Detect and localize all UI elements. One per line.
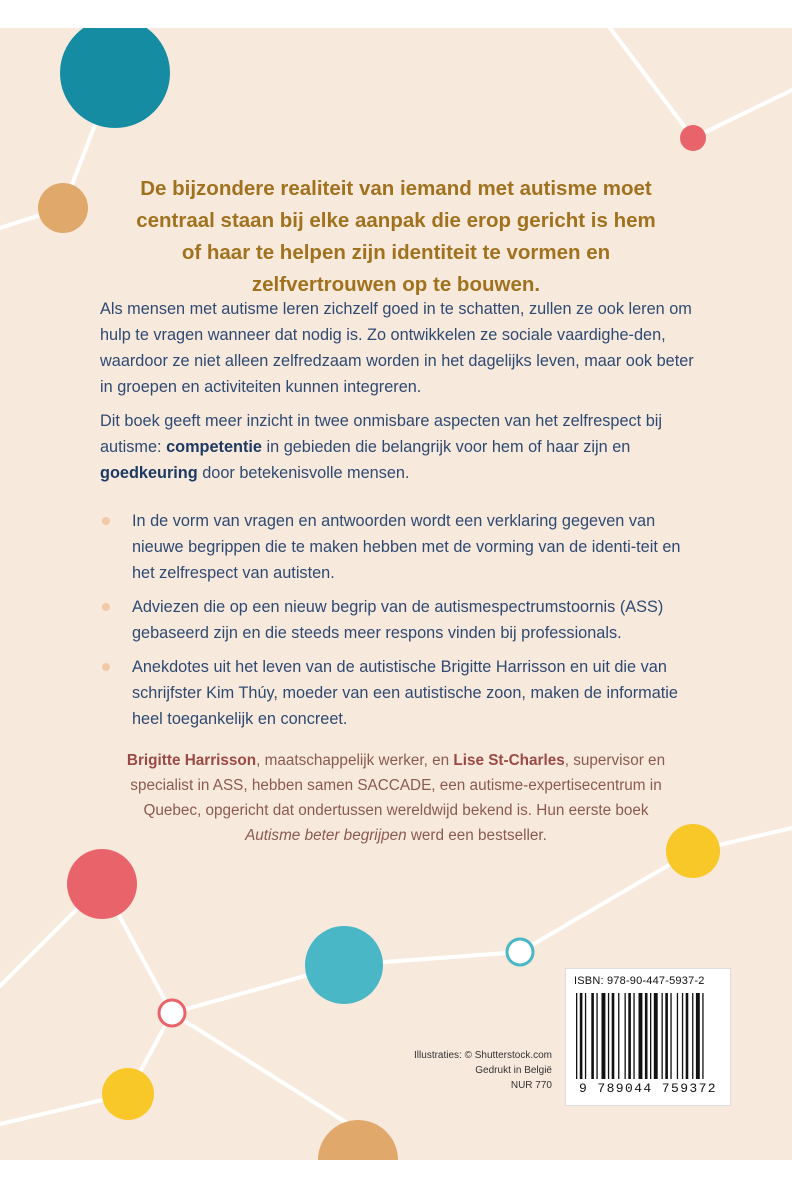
keyword-competentie: competentie (166, 438, 262, 456)
barcode-bar (580, 993, 583, 1079)
bio-text: , supervisor en specialist in ASS, hebben samen SACCADE, een autisme-expertisecentrum in Quebec, opgericht dat ondertussen wereldwijd bekend is. Hun eerste boek (130, 752, 666, 819)
barcode-bar (677, 993, 678, 1079)
connector-line (610, 28, 693, 138)
connector-line (693, 90, 792, 138)
barcode-bar (650, 993, 651, 1079)
feature-list (100, 508, 700, 740)
barcode-bar (686, 993, 689, 1079)
barcode-bar (654, 993, 658, 1079)
illustrations-credit: Illustraties: © Shutterstock.com (414, 1050, 552, 1061)
barcode-bars (576, 993, 720, 1079)
barcode-bar (625, 993, 626, 1079)
ring-circle-teal (507, 939, 533, 965)
barcode-bar (696, 993, 700, 1079)
ring-circle-coral (159, 1000, 185, 1026)
barcode-bar (591, 993, 594, 1079)
connector-line (520, 851, 693, 952)
barcode-bar (612, 993, 615, 1079)
connector-line (172, 1013, 355, 1128)
barcode-bar (645, 993, 648, 1079)
orange-circle (38, 183, 88, 233)
list-item: Anekdotes uit het leven van de autistische Brigitte Harrisson en uit die van schrijfster Kim Thúy, moeder van een autistische zoon, maken de informatie heel toegankelijk en concreet. (100, 654, 700, 732)
intro-paragraph: Als mensen met autisme leren zichzelf goed in te schatten, zullen ze ook leren om hulp te vragen wanneer dat nodig is. Zo ontwikkelen ze sociale vaardighe-den, waardoor ze niet alleen zelfredzaam worden in het dagelijks leven, maar ook beter in groepen en activiteiten kunnen integreren. (100, 300, 694, 396)
book-back-cover (0, 28, 792, 1160)
list-item: In de vorm van vragen en antwoorden wordt een verklaring gegeven van nieuwe begrippen die te maken hebben met de vorming van de identi-teit en het zelfrespect van autisten. (100, 508, 700, 586)
paragraph-text: door betekenisvolle mensen. (197, 464, 410, 482)
bio-text: , maatschappelijk werker, en (256, 752, 454, 769)
barcode-bar (702, 993, 703, 1079)
barcode-bar (628, 993, 631, 1079)
coral-circle-small (680, 125, 706, 151)
barcode-bar (618, 993, 619, 1079)
barcode-bar (585, 993, 586, 1079)
barcode-bar (639, 993, 643, 1079)
lead-quote: De bijzondere realiteit van iemand met autisme moet centraal staan bij elke aanpak die erop gericht is hem of haar te helpen zijn identiteit te vormen en zelfvertrouwen op te bouwen. (136, 177, 656, 296)
bio-text: werd een bestseller. (406, 827, 547, 844)
list-item: Adviezen die op een nieuw begrip van de autismespectrumstoornis (ASS) gebaseerd zijn en die steeds meer respons vinden bij professionals. (100, 594, 700, 646)
keyword-goedkeuring: goedkeuring (100, 464, 198, 482)
barcode-bar (662, 993, 663, 1079)
author-name: Brigitte Harrisson (126, 752, 257, 769)
coral-circle-large (67, 849, 137, 919)
barcode-bar (576, 993, 577, 1079)
barcode-bar (633, 993, 634, 1079)
barcode-bar (596, 993, 597, 1079)
author-name: Lise St-Charles (453, 752, 565, 769)
teal-circle-large (60, 28, 170, 128)
credits (360, 1048, 552, 1093)
teal-circle-medium (305, 926, 383, 1004)
yellow-circle-small (102, 1068, 154, 1120)
printed-in: Gedrukt in België (475, 1065, 552, 1076)
paragraph-text: in gebieden die belangrijk voor hem of haar zijn en (261, 438, 631, 456)
barcode-digits: 9 789044 759372 (578, 1081, 718, 1096)
barcode-bar (670, 993, 671, 1079)
isbn-barcode (565, 968, 731, 1106)
yellow-circle (666, 824, 720, 878)
barcode-bar (665, 993, 668, 1079)
orange-circle-bottom (318, 1120, 398, 1160)
paragraph-text: Dit boek geeft meer inzicht in twee onmisbare aspecten van het zelfrespect bij autisme: (100, 412, 662, 456)
book-title: Autisme beter begrijpen (245, 827, 407, 844)
aspects-paragraph (100, 408, 700, 486)
barcode-bar (692, 993, 693, 1079)
barcode-bar (602, 993, 606, 1079)
isbn-label: ISBN: 978-90-447-5937-2 (574, 975, 705, 987)
barcode-bar (682, 993, 683, 1079)
barcode-bar (608, 993, 609, 1079)
author-bio (120, 748, 672, 848)
nur-code: NUR 770 (510, 1080, 552, 1091)
